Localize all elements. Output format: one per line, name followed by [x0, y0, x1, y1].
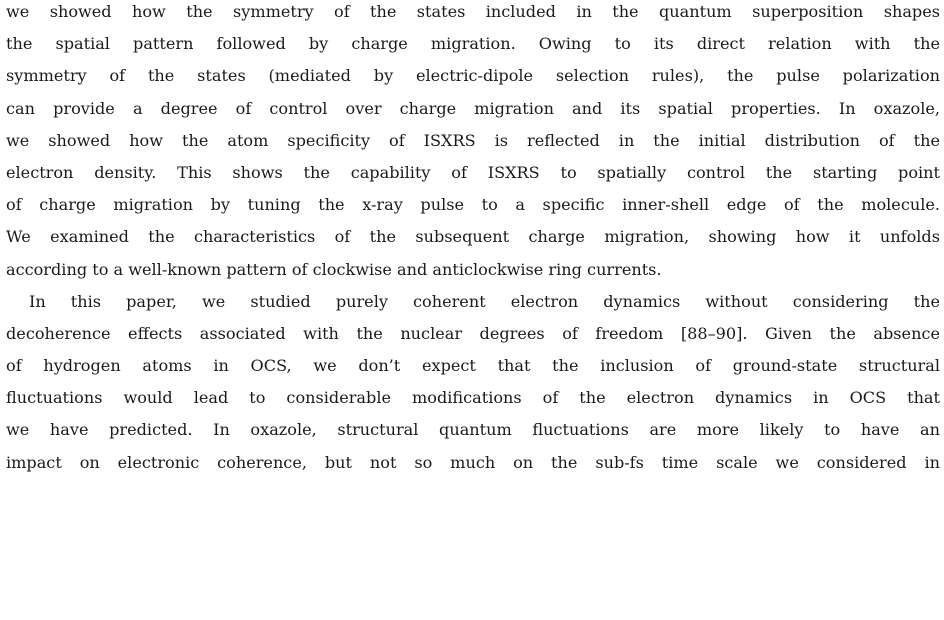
text-line: can provide a degree of control over charge migration and its spatial properties. In oxazole, — [6, 98, 940, 118]
text-line: we showed how the atom specificity of ISXRS is reflected in the initial distribution of the — [6, 130, 940, 150]
text-line: fluctuations would lead to considerable modifications of the electron dynamics in OCS that — [6, 388, 940, 408]
text-line: of hydrogen atoms in OCS, we don’t expect that the inclusion of ground-state structural — [6, 356, 940, 376]
text-line: of charge migration by tuning the x-ray pulse to a specific inner-shell edge of the molecule. — [6, 195, 940, 215]
text-line: impact on electronic coherence, but not so much on the sub-fs time scale we considered in — [6, 452, 940, 472]
text-line: the spatial pattern followed by charge migration. Owing to its direct relation with the — [6, 34, 940, 54]
text-line: decoherence effects associated with the nuclear degrees of freedom [88–90]. Given the absence — [6, 323, 940, 343]
text-line: We examined the characteristics of the subsequent charge migration, showing how it unfolds — [6, 227, 940, 247]
text-line: In this paper, we studied purely coherent electron dynamics without considering the — [29, 291, 940, 311]
paragraph-2 — [6, 286, 940, 479]
text-line: symmetry of the states (mediated by electric-dipole selection rules), the pulse polarization — [6, 66, 940, 86]
text-line: according to a well-known pattern of clockwise and anticlockwise ring currents. — [6, 259, 662, 279]
text-line: we have predicted. In oxazole, structural quantum fluctuations are more likely to have an — [6, 420, 940, 440]
text-line: we showed how the symmetry of the states included in the quantum superposition shapes — [6, 2, 940, 21]
paragraph-1 — [6, 0, 940, 286]
text-line: electron density. This shows the capability of ISXRS to spatially control the starting point — [6, 162, 940, 182]
